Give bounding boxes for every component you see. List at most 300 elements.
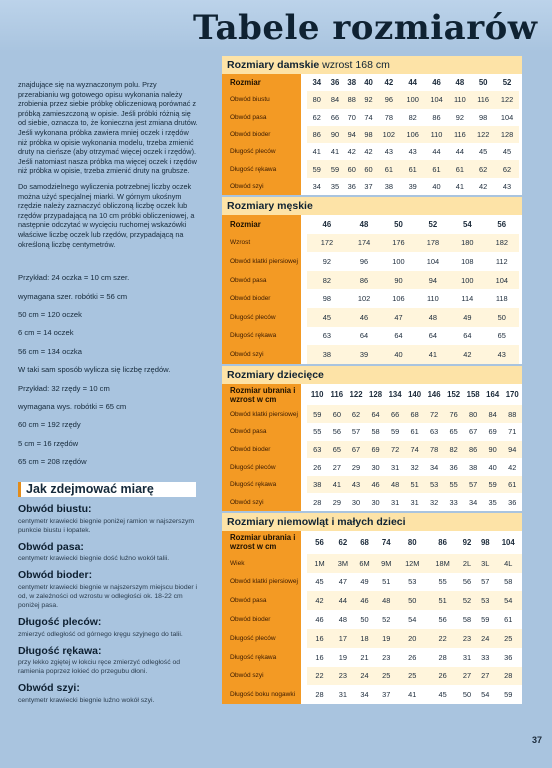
table-cell: 178 bbox=[416, 234, 450, 253]
table-cell: 28 bbox=[313, 497, 322, 507]
size-header-cell: 164 bbox=[486, 390, 500, 400]
table-cell: 39 bbox=[408, 181, 417, 191]
table-cell: 56 bbox=[462, 577, 472, 587]
size-table bbox=[222, 74, 522, 195]
left-column bbox=[18, 80, 198, 705]
measure-text: centymetr krawiecki biegnie poniżej ramion w najszerszym punkcie biustu i łopatek. bbox=[18, 517, 195, 534]
size-header-cell: 110 bbox=[310, 390, 324, 400]
size-header-cell: 56 bbox=[497, 219, 507, 229]
table-cell: 57 bbox=[481, 577, 490, 587]
table-cell: 65 bbox=[327, 441, 346, 459]
table-cell: 55 bbox=[313, 427, 322, 437]
table-header-row bbox=[222, 531, 522, 554]
table-cell: 110 bbox=[425, 126, 449, 143]
calc-line: 6 cm = 14 oczek bbox=[18, 328, 74, 338]
table-row bbox=[222, 423, 522, 441]
table-cell: 48 bbox=[416, 308, 450, 327]
table-cell: 84 bbox=[327, 91, 344, 108]
row-label: Obwód pasa bbox=[222, 109, 304, 126]
table-cell: 46 bbox=[315, 615, 324, 625]
table-cell: 26 bbox=[427, 667, 457, 686]
table-cell: 30 bbox=[371, 497, 380, 507]
measure-name: Długość rękawa: bbox=[18, 644, 102, 657]
table-cell: 50 bbox=[462, 690, 472, 700]
table-cell: 78 bbox=[424, 441, 444, 459]
table-cell: 58 bbox=[371, 427, 380, 437]
table-cell: 72 bbox=[385, 441, 405, 459]
table-cell: 64 bbox=[366, 405, 386, 423]
row-label: Obwód bioder bbox=[222, 441, 304, 459]
table-cell: 74 bbox=[405, 441, 425, 459]
table-cell: 118 bbox=[495, 294, 508, 304]
measure-text: zmierzyć odległość od górnego kręgu szyjnego do talii. bbox=[18, 630, 183, 638]
table-cell: 42 bbox=[364, 147, 373, 157]
table-cell: 40 bbox=[381, 345, 415, 364]
table-cell: 84 bbox=[483, 405, 503, 423]
table-row bbox=[222, 610, 522, 629]
table-cell: 58 bbox=[504, 577, 513, 587]
table-cell: 4L bbox=[494, 554, 522, 573]
table-cell: 3M bbox=[332, 554, 354, 573]
table-row bbox=[222, 573, 522, 592]
table-cell: 25 bbox=[397, 667, 427, 686]
table-cell: 45 bbox=[304, 308, 347, 327]
size-table bbox=[222, 215, 522, 364]
size-header-cell: 48 bbox=[359, 219, 369, 229]
table-cell: 49 bbox=[360, 577, 369, 587]
table-cell: 67 bbox=[346, 441, 366, 459]
table-cell: 104 bbox=[500, 112, 514, 122]
table-cell: 42 bbox=[479, 181, 488, 191]
size-header-cell: 50 bbox=[394, 219, 403, 229]
table-cell: 64 bbox=[428, 331, 437, 341]
table-cell: 108 bbox=[461, 257, 474, 267]
section-title bbox=[222, 513, 522, 531]
table-row bbox=[222, 441, 522, 459]
size-header-cell: 44 bbox=[408, 78, 418, 88]
table-cell: 23 bbox=[332, 667, 354, 686]
measure-name: Obwód bioder: bbox=[18, 569, 93, 582]
table-cell: 59 bbox=[504, 690, 513, 700]
table-cell: 62 bbox=[495, 160, 519, 177]
row-label: Długość rękawa bbox=[222, 648, 304, 667]
table-cell: 31 bbox=[390, 462, 400, 472]
table-row bbox=[222, 493, 522, 511]
table-cell: 51 bbox=[427, 591, 457, 610]
size-header-cell: 38 bbox=[347, 78, 357, 88]
table-cell: 92 bbox=[455, 112, 464, 122]
table-cell: 61 bbox=[410, 427, 419, 437]
table-cell: 31 bbox=[462, 652, 472, 662]
table-cell: 41 bbox=[408, 690, 417, 700]
table-row bbox=[222, 178, 519, 195]
table-cell: 67 bbox=[469, 427, 478, 437]
header-label: Rozmiar bbox=[222, 215, 304, 234]
table-cell: 100 bbox=[401, 91, 425, 108]
table-row bbox=[222, 345, 519, 364]
table-cell: 45 bbox=[479, 147, 488, 157]
size-header-cell: 122 bbox=[349, 390, 363, 400]
table-cell: 100 bbox=[450, 271, 484, 290]
row-label: Obwód klatki piersiowej bbox=[222, 252, 304, 271]
table-cell: 94 bbox=[502, 441, 522, 459]
row-label: Wiek bbox=[222, 554, 304, 573]
table-cell: 34 bbox=[429, 462, 439, 472]
size-header-cell: 146 bbox=[427, 390, 441, 400]
table-cell: 29 bbox=[351, 462, 361, 472]
size-header-cell: 50 bbox=[478, 78, 488, 88]
size-header-cell: 92 bbox=[462, 537, 472, 547]
table-cell: 43 bbox=[346, 476, 366, 494]
table-cell: 38 bbox=[304, 345, 347, 364]
table-cell: 42 bbox=[508, 462, 517, 472]
table-cell: 50 bbox=[397, 591, 427, 610]
calc-line: 5 cm = 16 rzędów bbox=[18, 438, 79, 448]
table-row bbox=[222, 271, 519, 290]
page-title: Tabele rozmiarów bbox=[193, 8, 538, 48]
table-cell: 18M bbox=[427, 554, 457, 573]
table-cell: 104 bbox=[485, 271, 519, 290]
row-label: Obwód bioder bbox=[222, 126, 304, 143]
size-header-cell: 140 bbox=[408, 390, 422, 400]
row-label: Obwód szyi bbox=[222, 178, 304, 195]
table-cell: 63 bbox=[304, 441, 327, 459]
table-cell: 176 bbox=[381, 234, 415, 253]
table-cell: 36 bbox=[508, 497, 517, 507]
table-cell: 58 bbox=[462, 615, 472, 625]
table-cell: 31 bbox=[338, 690, 347, 700]
size-header-cell: 62 bbox=[338, 537, 348, 547]
table-cell: 122 bbox=[471, 126, 495, 143]
table-cell: 23 bbox=[458, 629, 476, 648]
table-cell: 122 bbox=[495, 91, 519, 108]
size-header-cell: 86 bbox=[438, 537, 447, 547]
table-row bbox=[222, 648, 522, 667]
table-cell: 16 bbox=[315, 652, 324, 662]
table-cell: 41 bbox=[416, 345, 450, 364]
size-header-cell: 56 bbox=[315, 537, 324, 547]
table-cell: 21 bbox=[360, 652, 369, 662]
table-cell: 66 bbox=[385, 405, 405, 423]
table-cell: 29 bbox=[332, 497, 341, 507]
table-cell: 86 bbox=[432, 112, 441, 122]
size-section bbox=[222, 56, 522, 195]
table-cell: 82 bbox=[304, 271, 347, 290]
calc-line: 60 cm = 192 rzędy bbox=[18, 420, 81, 430]
table-cell: 60 bbox=[343, 160, 360, 177]
row-label: Długość rękawa bbox=[222, 160, 304, 177]
table-cell: 18 bbox=[354, 629, 376, 648]
table-cell: 110 bbox=[448, 91, 471, 108]
table-cell: 116 bbox=[471, 91, 495, 108]
table-cell: 62 bbox=[312, 112, 321, 122]
size-header-cell: 68 bbox=[360, 537, 369, 547]
size-table bbox=[222, 531, 522, 704]
table-cell: 61 bbox=[377, 160, 401, 177]
table-cell: 182 bbox=[485, 234, 519, 253]
table-cell: 50 bbox=[360, 615, 369, 625]
table-cell: 20 bbox=[397, 629, 427, 648]
table-row bbox=[222, 126, 519, 143]
calc-line: wymagana wys. robótki = 65 cm bbox=[18, 401, 127, 411]
table-cell: 69 bbox=[366, 441, 386, 459]
measure-name: Obwód szyi: bbox=[18, 682, 80, 695]
table-header-row bbox=[222, 215, 519, 234]
table-cell: 27 bbox=[458, 667, 476, 686]
table-cell: 92 bbox=[322, 257, 332, 267]
table-cell: 94 bbox=[416, 271, 450, 290]
table-cell: 40 bbox=[432, 181, 441, 191]
table-cell: 1M bbox=[304, 554, 332, 573]
measure-text: centymetr krawiecki biegnie w najszerszym miejscu bioder i od, w zależności od wzrostu w odległości ok. 18-22 cm poniżej pasa. bbox=[18, 583, 198, 609]
table-cell: 66 bbox=[330, 112, 340, 122]
table-cell: 96 bbox=[377, 91, 401, 108]
table-cell: 106 bbox=[392, 294, 405, 304]
table-cell: 48 bbox=[338, 615, 347, 625]
measure-heading: Jak zdejmować miarę bbox=[18, 482, 196, 498]
calc-line: wymagana szer. robótki = 56 cm bbox=[18, 291, 128, 301]
table-cell: 59 bbox=[390, 427, 400, 437]
table-cell: 16 bbox=[304, 629, 332, 648]
size-header-cell: 46 bbox=[322, 219, 332, 229]
table-cell: 6M bbox=[354, 554, 376, 573]
table-cell: 19 bbox=[375, 629, 397, 648]
table-cell: 53 bbox=[476, 591, 494, 610]
table-cell: 57 bbox=[351, 427, 361, 437]
table-cell: 80 bbox=[463, 405, 483, 423]
table-row bbox=[222, 476, 522, 494]
calc-line: 56 cm = 134 oczka bbox=[18, 346, 82, 356]
section-title-text: Rozmiary niemowląt i małych dzieci bbox=[227, 515, 406, 528]
table-cell: 53 bbox=[408, 577, 417, 587]
table-cell: 69 bbox=[488, 427, 497, 437]
table-cell: 45 bbox=[315, 577, 324, 587]
table-cell: 38 bbox=[304, 476, 327, 494]
table-cell: 64 bbox=[394, 331, 403, 341]
header-label: Rozmiar ubrania i wzrost w cm bbox=[222, 531, 304, 554]
table-cell: 45 bbox=[502, 147, 512, 157]
table-cell: 46 bbox=[354, 591, 376, 610]
table-cell: 41 bbox=[455, 181, 464, 191]
table-cell: 9M bbox=[375, 554, 397, 573]
table-row bbox=[222, 327, 519, 346]
table-cell: 41 bbox=[327, 476, 346, 494]
table-cell: 90 bbox=[483, 441, 503, 459]
table-cell: 57 bbox=[463, 476, 483, 494]
table-cell: 42 bbox=[347, 147, 356, 157]
row-label: Długość rękawa bbox=[222, 476, 304, 494]
size-section bbox=[222, 366, 522, 511]
row-label: Obwód bioder bbox=[222, 610, 304, 629]
table-cell: 80 bbox=[304, 91, 327, 108]
table-row bbox=[222, 289, 519, 308]
table-cell: 27 bbox=[332, 462, 341, 472]
table-cell: 43 bbox=[485, 345, 519, 364]
table-cell: 48 bbox=[375, 591, 397, 610]
section-title-extra: wzrost 168 cm bbox=[319, 59, 390, 71]
table-cell: 62 bbox=[346, 405, 366, 423]
row-label: Długość boku nogawki bbox=[222, 685, 304, 704]
table-cell: 35 bbox=[330, 181, 340, 191]
table-cell: 51 bbox=[405, 476, 425, 494]
table-cell: 54 bbox=[494, 591, 522, 610]
table-cell: 106 bbox=[401, 126, 425, 143]
table-cell: 41 bbox=[330, 147, 340, 157]
size-header-cell: 104 bbox=[501, 537, 515, 547]
measure-list bbox=[18, 505, 198, 705]
row-label: Obwód szyi bbox=[222, 345, 304, 364]
table-cell: 48 bbox=[385, 476, 405, 494]
size-header-cell: 40 bbox=[364, 78, 373, 88]
table-row bbox=[222, 554, 522, 573]
table-cell: 51 bbox=[382, 577, 391, 587]
size-header-cell: 134 bbox=[388, 390, 402, 400]
intro-paragraph: znajdujące się na wyznaczonym polu. Przy przerabianiu wg gotowego opisu wykonania należy zrobienia przez siebie próbkę obliczeniową porównać z próbką zamieszczoną w opisie. Jeśli próbki różnią się od siebie, oznacza to, że konieczna jest zmiana drutów. Jeśli wykonana próbka zawiera mniej oczek i rzędów niż próbka w opisie wykonania modelu, trzeba zmienić druty na cieńsze (aby otrzymać więcej oczek i rzędów). Jeśli natomiast nasza próbka ma więcej oczek i rzędów niż próbka w opisie, trzeba zmienić druty na grubsze. bbox=[18, 80, 198, 176]
table-cell: 24 bbox=[476, 629, 494, 648]
table-cell: 72 bbox=[424, 405, 444, 423]
table-row bbox=[222, 252, 519, 271]
table-cell: 25 bbox=[375, 667, 397, 686]
table-cell: 17 bbox=[332, 629, 354, 648]
table-cell: 74 bbox=[364, 112, 373, 122]
table-cell: 65 bbox=[497, 331, 506, 341]
table-row bbox=[222, 685, 522, 704]
table-cell: 45 bbox=[438, 690, 447, 700]
size-header-cell: 158 bbox=[466, 390, 480, 400]
table-cell: 56 bbox=[332, 427, 341, 437]
row-label: Obwód klatki piersiowej bbox=[222, 405, 304, 423]
table-cell: 63 bbox=[429, 427, 439, 437]
table-cell: 128 bbox=[495, 126, 519, 143]
row-label: Długość pleców bbox=[222, 629, 304, 648]
table-cell: 104 bbox=[426, 257, 440, 267]
size-section bbox=[222, 197, 522, 364]
table-row bbox=[222, 667, 522, 686]
table-cell: 2L bbox=[458, 554, 476, 573]
table-cell: 59 bbox=[327, 160, 344, 177]
size-header-cell: 116 bbox=[330, 390, 344, 400]
table-cell: 28 bbox=[438, 652, 447, 662]
table-cell: 46 bbox=[347, 308, 381, 327]
table-cell: 94 bbox=[343, 126, 360, 143]
table-cell: 33 bbox=[481, 652, 490, 662]
table-cell: 98 bbox=[479, 112, 488, 122]
table-cell: 61 bbox=[425, 160, 449, 177]
calc-line: W taki sam sposób wylicza się liczbę rzędów. bbox=[18, 365, 171, 375]
row-label: Obwód szyi bbox=[222, 667, 304, 686]
table-cell: 114 bbox=[461, 294, 474, 304]
table-cell: 42 bbox=[304, 591, 332, 610]
table-row bbox=[222, 160, 519, 177]
table-cell: 59 bbox=[483, 476, 503, 494]
row-label: Długość rękawa bbox=[222, 327, 304, 346]
table-cell: 61 bbox=[401, 160, 425, 177]
size-header-cell: 42 bbox=[384, 78, 394, 88]
row-label: Obwód pasa bbox=[222, 271, 304, 290]
size-header-cell: 170 bbox=[505, 390, 519, 400]
size-header-cell: 48 bbox=[455, 78, 465, 88]
table-cell: 35 bbox=[488, 497, 497, 507]
table-row bbox=[222, 109, 519, 126]
size-header-cell: 52 bbox=[502, 78, 512, 88]
calc-line: 50 cm = 120 oczek bbox=[18, 309, 82, 319]
row-label: Długość pleców bbox=[222, 308, 304, 327]
table-cell: 3L bbox=[476, 554, 494, 573]
section-title bbox=[222, 366, 522, 384]
table-cell: 54 bbox=[481, 690, 490, 700]
table-cell: 34 bbox=[469, 497, 478, 507]
table-cell: 42 bbox=[450, 345, 484, 364]
gauge-paragraph: Do samodzielnego wyliczenia potrzebnej liczby oczek można użyć specjalnej miarki. W górnym ukośnym rzędzie należy zaznaczyć obliczoną liczbę oczek lub rzędów przypadającą na 10 cm próbki obliczeniowej, a następnie odczytać w wycięciu ruchomej wskazówki właściwe liczbę oczek lub rzędów, przypadającą na określoną liczbę centymetrów. bbox=[18, 181, 195, 249]
table-cell: 23 bbox=[382, 652, 391, 662]
size-section bbox=[222, 513, 522, 704]
size-header-cell: 128 bbox=[369, 390, 383, 400]
table-cell: 88 bbox=[343, 91, 360, 108]
table-cell: 86 bbox=[304, 126, 327, 143]
size-header-cell: 34 bbox=[312, 78, 322, 88]
table-cell: 41 bbox=[312, 147, 321, 157]
table-cell: 61 bbox=[448, 160, 471, 177]
size-header-cell: 46 bbox=[432, 78, 441, 88]
table-cell: 56 bbox=[438, 615, 447, 625]
table-cell: 19 bbox=[338, 652, 347, 662]
section-title bbox=[222, 197, 522, 215]
table-cell: 90 bbox=[327, 126, 344, 143]
size-header-cell: 54 bbox=[462, 219, 472, 229]
size-table bbox=[222, 384, 522, 511]
table-cell: 36 bbox=[347, 181, 356, 191]
table-cell: 88 bbox=[502, 405, 522, 423]
table-cell: 37 bbox=[382, 690, 391, 700]
table-cell: 180 bbox=[450, 234, 484, 253]
table-cell: 33 bbox=[449, 497, 458, 507]
section-title-text: Rozmiary damskie bbox=[227, 59, 320, 71]
table-row bbox=[222, 143, 519, 160]
table-cell: 44 bbox=[432, 147, 441, 157]
table-header-row bbox=[222, 74, 519, 91]
table-cell: 38 bbox=[384, 181, 393, 191]
table-cell: 28 bbox=[315, 690, 324, 700]
calc-line: Przykład: 24 oczka = 10 cm szer. bbox=[18, 273, 130, 283]
table-cell: 47 bbox=[381, 308, 415, 327]
table-row bbox=[222, 91, 519, 108]
table-cell: 78 bbox=[384, 112, 393, 122]
calc-line: 65 cm = 208 rzędów bbox=[18, 457, 87, 467]
table-cell: 59 bbox=[481, 615, 490, 625]
calc-line: Przykład: 32 rzędy = 10 cm bbox=[18, 383, 110, 393]
size-header-cell: 152 bbox=[447, 390, 461, 400]
table-cell: 27 bbox=[476, 667, 494, 686]
measure-text: centymetr krawiecki biegnie luźno wokół szyi. bbox=[18, 696, 155, 704]
table-cell: 28 bbox=[494, 667, 522, 686]
table-cell: 116 bbox=[448, 126, 471, 143]
section-title-text: Rozmiary dziecięce bbox=[227, 368, 324, 381]
table-cell: 100 bbox=[392, 257, 405, 267]
table-cell: 30 bbox=[351, 497, 361, 507]
table-cell: 62 bbox=[471, 160, 495, 177]
measure-text: przy lekko zgiętej w łokciu ręce zmierzyć odległość od ramienia poprzez łokieć do przegubu dłoni. bbox=[18, 659, 181, 676]
table-cell: 104 bbox=[425, 91, 449, 108]
table-cell: 60 bbox=[327, 405, 346, 423]
table-row bbox=[222, 308, 519, 327]
table-cell: 102 bbox=[377, 126, 401, 143]
table-cell: 32 bbox=[410, 462, 419, 472]
table-cell: 64 bbox=[359, 331, 369, 341]
table-cell: 52 bbox=[458, 591, 476, 610]
table-cell: 30 bbox=[371, 462, 380, 472]
table-cell: 43 bbox=[502, 181, 512, 191]
table-cell: 26 bbox=[408, 652, 417, 662]
